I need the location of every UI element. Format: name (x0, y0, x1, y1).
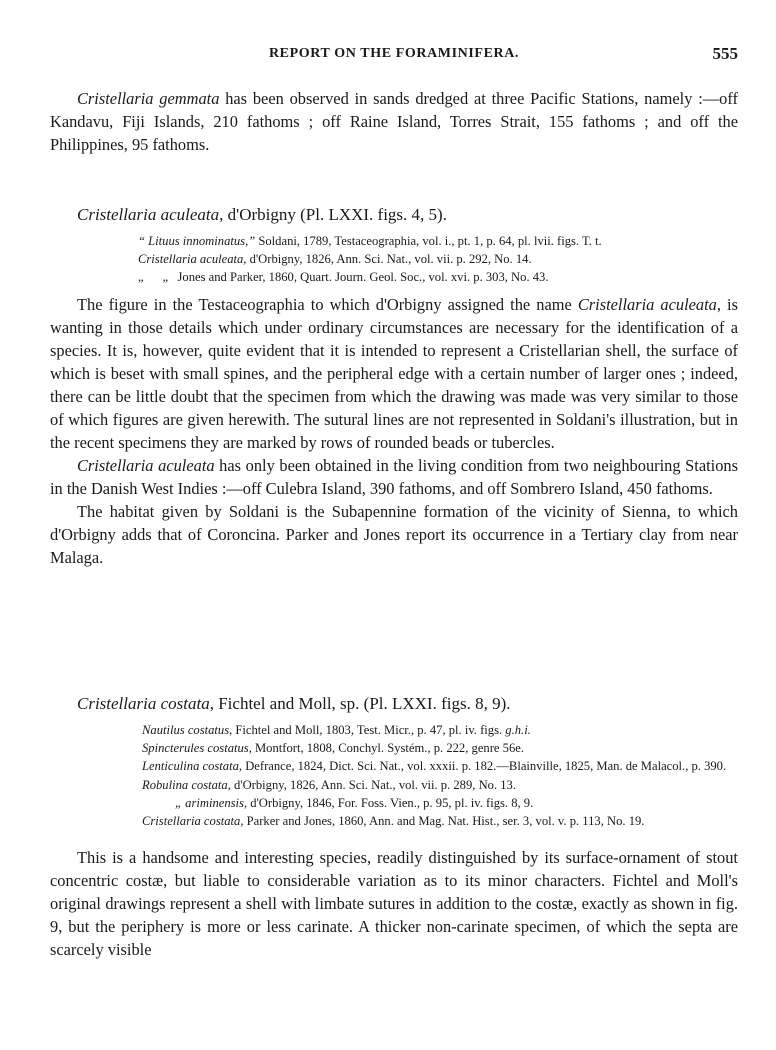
species-heading-costata: Cristellaria costata, Fichtel and Moll, sp. (Pl. LXXI. figs. 8, 9). (77, 694, 511, 713)
species-name: Cristellaria gemmata (77, 89, 220, 108)
gemmata-paragraph: Cristellaria gemmata has been observed in sands dredged at three Pacific Stations, namely :—off Kandavu, Fiji Islands, 210 fathoms ; off Raine Island, Torres Strait, 155 fathoms ; and off the Philippines, 95 fathoms. (50, 89, 738, 154)
species-heading-aculeata: Cristellaria aculeata, d'Orbigny (Pl. LXXI. figs. 4, 5). (77, 205, 447, 224)
synonymy-entry: Robulina costata, d'Orbigny, 1826, Ann. Sci. Nat., vol. vii. p. 289, No. 13. (142, 777, 517, 792)
synonymy-list-aculeata (138, 232, 738, 287)
synonymy-entry: Spincterules costatus, Montfort, 1808, Conchyl. Systém., p. 222, genre 56e. (142, 741, 524, 756)
aculeata-section (50, 203, 738, 569)
costata-paragraph-1: This is a handsome and interesting species, readily distinguished by its surface-ornament of stout concentric costæ, but liable to considerable variation as to its minor characters. Fichtel and Moll's original drawings represent a shell with limbate sutures in addition to the costæ, exactly as shown in fig. 9, but the periphery is more or less carinate. A thicker non-carinate specimen, of which the septa are scarcely visible (50, 848, 738, 960)
synonymy-list-costata (142, 721, 738, 830)
page-number: 555 (712, 44, 738, 63)
aculeata-paragraph-1: The figure in the Testaceographia to which d'Orbigny assigned the name Cristellaria aculeata, is wanting in those details which under ordinary circumstances are necessary for the identification of a species. It is, however, quite evident that it is intended to represent a Cristellarian shell, the surface of which is beset with small spines, and the peripheral edge with a certain number of larger ones ; indeed, there can be little doubt that the specimen from which the drawing was made was very similar to those of which figures are given herewith. The sutural lines are not represented in Soldani's illustration, but in the recent specimens they are marked by rows of rounded beads or tubercles. (50, 294, 738, 452)
page-header (50, 46, 738, 68)
synonymy-entry: Nautilus costatus, Fichtel and Moll, 1803, Test. Micr., p. 47, pl. iv. figs. g.h.i. (142, 723, 531, 737)
synonymy-entry: “ Lituus innominatus,” Soldani, 1789, Testaceographia, vol. i., pt. 1, p. 64, pl. lvii. figs. T. t. (138, 234, 602, 248)
aculeata-paragraph-2: Cristellaria aculeata has only been obtained in the living condition from two neighbouring Stations in the Danish West Indies :—off Culebra Island, 390 fathoms, and off Sombrero Island, 450 fathoms. (50, 455, 738, 498)
aculeata-paragraph-3: The habitat given by Soldani is the Subapennine formation of the vicinity of Sienna, to which d'Orbigny adds that of Coroncina. Parker and Jones report its occurrence in a Tertiary clay from near Malaga. (50, 501, 738, 567)
synonymy-entry: „ „ Jones and Parker, 1860, Quart. Journ. Geol. Soc., vol. xvi. p. 303, No. 43. (138, 270, 549, 285)
running-head: REPORT ON THE FORAMINIFERA. (268, 46, 520, 61)
synonymy-entry: Lenticulina costata, Defrance, 1824, Dict. Sci. Nat., vol. xxxii. p. 182.—Blainville, 1825, Man. de Malacol., p. 390. (142, 759, 727, 774)
gemmata-section (50, 87, 738, 156)
synonymy-entry: „ ariminensis, d'Orbigny, 1846, For. Foss. Vien., p. 95, pl. iv. figs. 8, 9. (175, 795, 534, 810)
costata-section (50, 692, 738, 961)
synonymy-entry: Cristellaria aculeata, d'Orbigny, 1826, Ann. Sci. Nat., vol. vii. p. 292, No. 14. (138, 252, 532, 267)
synonymy-entry: Cristellaria costata, Parker and Jones, 1860, Ann. and Mag. Nat. Hist., ser. 3, vol. v. p. 113, No. 19. (142, 814, 645, 829)
